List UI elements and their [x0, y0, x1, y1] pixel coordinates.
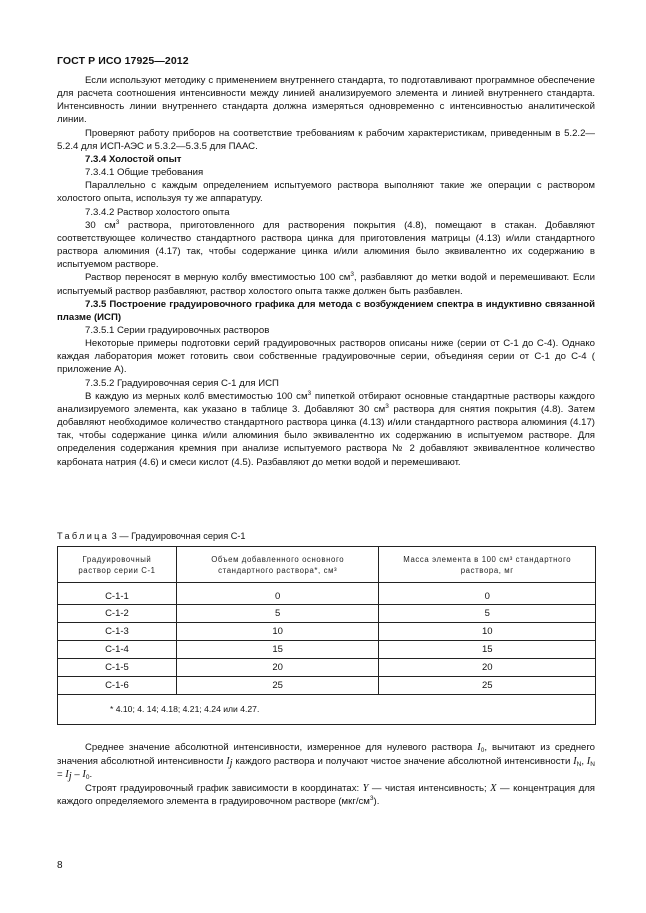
subsection-heading: 7.3.5.1 Серии градуировочных растворов [85, 324, 270, 336]
document-header: ГОСТ Р ИСО 17925—2012 [57, 55, 189, 67]
table-cell: С-1-4 [58, 641, 177, 659]
calibration-table [57, 546, 596, 725]
table-cell: С-1-3 [58, 623, 177, 641]
table-cell: 5 [379, 605, 596, 623]
table-row [58, 623, 596, 641]
table-cell: 25 [379, 677, 596, 695]
paragraph: 30 $см^3$ раствора, приготовленного для растворения покрытия (4.8), помещают в стакан. Добавляют соответствующее количество стандартного раствора цинка для приготовления матрицы (4.13) и/или стандартного раствора алюминия (4.17) так, чтобы содержание цинка и/или алюминия было эквивалентно их содержанию в испытуемом растворе. [57, 218, 595, 271]
table-cell: 20 [379, 659, 596, 677]
table-cell: 10 [176, 623, 379, 641]
table-row [58, 583, 596, 605]
table-cell: С-1-1 [58, 583, 177, 605]
table-cell: 20 [176, 659, 379, 677]
table-caption: Таблица 3 — Градуировочная серия С-1 [57, 531, 246, 541]
paragraph: Среднее значение абсолютной интенсивности, измеренное для нулевого раствора $I_0$, вычитают из среднего значения абсолютной интенсивности $I_j$ каждого раствора и получают чистое значение абсолютной интенсивности $I_N$, $I_N = I_j - I_0$. [57, 742, 595, 783]
table-cell: 25 [176, 677, 379, 695]
table-cell: 5 [176, 605, 379, 623]
table-cell: С-1-5 [58, 659, 177, 677]
paragraph: Если используют методику с применением внутреннего стандарта, то подготавливают программное обеспечение для расчета соотношения интенсивности между линией анализируемого элемента и линией внутреннего стандарта. Интенсивность линии внутреннего стандарта должна измеряться одновременно с интенсивностью аналитической линии. [57, 75, 595, 126]
section-heading: 7.3.5 Построение градуировочного графика для метода с возбуждением спектра в индуктивно связанной плазме (ИСП) [57, 298, 595, 323]
subsection-heading: 7.3.4.2 Раствор холостого опыта [85, 206, 230, 218]
table-header-cell: Объем добавленного основного стандартного раствора*, см³ [176, 547, 379, 583]
subsection-heading: 7.3.5.2 Градуировочная серия С-1 для ИСП [85, 377, 279, 389]
table-header-cell: Градуировочный раствор серии С-1 [58, 547, 177, 583]
table-row [58, 641, 596, 659]
paragraph: Строят градуировочный график зависимости в координатах: Y — чистая интенсивность; X — концентрация для каждого определяемого элемента в градуировочном растворе $(мкг/см^3)$. [57, 782, 595, 808]
table-cell: С-1-2 [58, 605, 177, 623]
table-cell: 15 [379, 641, 596, 659]
paragraph: Раствор переносят в мерную колбу вместимостью 100 $см^3$, разбавляют до метки водой и перемешивают. Если испытуемый раствор разбавляют, раствор холостого опыта также должен быть разбавлен. [57, 271, 595, 297]
table-header-cell: Масса элемента в 100 см³ стандартного раствора, мг [379, 547, 596, 583]
paragraph: Проверяют работу приборов на соответствие требованиям к рабочим характеристикам, приведенным в 5.2.2—5.2.4 для ИСП-АЭС и 5.3.2—5.3.5 для ПААС. [57, 127, 595, 152]
document-body-continued [57, 741, 595, 809]
document-body [57, 74, 595, 469]
table-footnote: * 4.10; 4. 14; 4.18; 4.21; 4.24 или 4.27. [58, 695, 596, 725]
paragraph: В каждую из мерных колб вместимостью 100 $см^3$ пипеткой отбирают основные стандартные растворы каждого анализируемого элемента, как указано в таблице 3. Добавляют 30 $см^3$ раствора для снятия покрытия (4.8). Затем добавляют необходимое количество стандартного раствора цинка (4.13) и/или стандартного раствора алюминия (4.17) так, чтобы содержание цинка и/или алюминия было эквивалентно их содержанию в испытуемом растворе. Для определения содержания кремния при анализе испытуемого раствора № 2 добавляют эквивалентное количество карбоната натрия (4.6) и смеси кислот (4.5). Разбавляют до метки водой и перемешивают. [57, 389, 595, 468]
table-cell: 15 [176, 641, 379, 659]
paragraph: Параллельно с каждым определением испытуемого раствора выполняют такие же операции с раствором холостого опыта, используя ту же аппаратуру. [57, 180, 595, 205]
page-number: 8 [57, 860, 63, 871]
table-row [58, 605, 596, 623]
table-cell: 0 [379, 583, 596, 605]
paragraph: Некоторые примеры подготовки серий градуировочных растворов описаны ниже (серии от С-1 до С-4). Однако каждая лаборатория может готовить свои собственные градуировочные серии, объединяя серии от С-1 до С-4 ( приложение А). [57, 338, 595, 376]
table-cell: 0 [176, 583, 379, 605]
section-heading: 7.3.4 Холостой опыт [85, 153, 182, 165]
table-row [58, 677, 596, 695]
table-row [58, 659, 596, 677]
subsection-heading: 7.3.4.1 Общие требования [85, 167, 204, 179]
table-cell: С-1-6 [58, 677, 177, 695]
table-cell: 10 [379, 623, 596, 641]
